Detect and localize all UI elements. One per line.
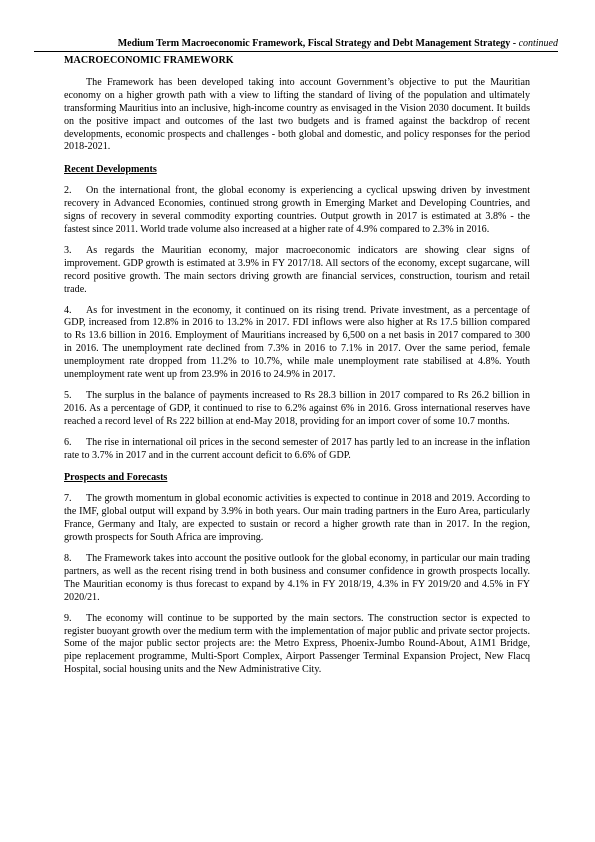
section-heading-recent-developments: Recent Developments xyxy=(64,164,157,176)
intro-paragraph: The Framework has been developed taking into account Government’s objective to put the Mauritian economy on a higher growth path with a view to lifting the standard of living of the population and ultimately transforming Mauritius into an inclusive, high-income country as envisaged in the Vision 2030 document. It builds on the positive impact and outcomes of the last two budgets and is framed against the backdrop of recent developments, economic prospects and challenges - both global and domestic, and policy responses for the period 2018-2021. xyxy=(64,76,530,153)
paragraph-5 xyxy=(64,390,530,429)
header-continued: continued xyxy=(518,38,558,49)
paragraph-7 xyxy=(64,493,530,545)
paragraph-3 xyxy=(64,245,530,297)
paragraph-2 xyxy=(64,185,530,237)
section-heading-prospects-and-forecasts: Prospects and Forecasts xyxy=(64,472,168,484)
paragraph-text: The surplus in the balance of payments increased to Rs 28.3 billion in 2017 compared to Rs 26.2 billion in 2016. As a percentage of GDP, it continued to rise to 6.2% against 6% in 2016. Gross international reserves have reached a record level of Rs 222 billion at end-May 2018, providing for an import cover of some 10.7 months. xyxy=(64,389,530,427)
paragraph-6 xyxy=(64,437,530,463)
paragraph-number: 4. xyxy=(64,304,72,316)
paragraph-text: On the international front, the global economy is experiencing a cyclical upswing driven by investment recovery in Advanced Economies, continued strong growth in Emerging Market and Developing Countries, and signs of recovery in several commodity exporting countries. Output growth in 2017 is estimated at 3.8% - the fastest since 2011. World trade volume also increased at a higher rate of 4.9% compared to 2.3% in 2016. xyxy=(64,185,530,235)
paragraph-8 xyxy=(64,553,530,605)
header-title: Medium Term Macroeconomic Framework, Fiscal Strategy and Debt Management Strategy - xyxy=(117,38,519,49)
paragraph-number: 5. xyxy=(64,389,72,401)
paragraph-text: The growth momentum in global economic activities is expected to continue in 2018 and 2019. According to the IMF, global output will expand by 3.9% in both years. Our main trading partners in the Euro Area, particularly France, Germany and Italy, are expected to sustain or record a higher growth rate than in 2017. In the region, growth prospects for South Africa are improving. xyxy=(64,493,530,544)
paragraph-number: 7. xyxy=(64,493,72,505)
paragraph-text: The Framework takes into account the positive outlook for the global economy, in particular our main trading partners, as well as the recent rising trend in both business and consumer confidence in growth prospects locally. The Mauritian economy is thus forecast to expand by 4.1% in FY 2018/19, 4.3% in FY 2019/20 and 4.5% in FY 2020/21. xyxy=(64,553,530,603)
paragraph-text: As for investment in the economy, it continued on its rising trend. Private investment, as a percentage of GDP, increased from 12.8% in 2016 to 13.2% in 2017. FDI inflows were also higher at Rs 17.5 billion compared to Rs 13.6 billion in 2016. Employment of Mauritians increased by 6,500 on a net basis in 2017 compared to 300 in 2016. The unemployment rate declined from 7.3% in 2016 to 7.1% in 2017. Over the same period, female unemployment rate dropped from 11.2% to 10.7%, while male unemployment rate stabilised at 4.8%. Youth unemployment rate went up from 23.9% in 2016 to 24.9% in 2017. xyxy=(64,304,530,381)
paragraph-number: 3. xyxy=(64,244,72,256)
page-header xyxy=(34,38,558,52)
paragraph-number: 6. xyxy=(64,436,72,448)
paragraph-text: As regards the Mauritian economy, major macroeconomic indicators are showing clear signs of improvement. GDP growth is estimated at 3.9% in FY 2017/18. All sectors of the economy, except sugarcane, will record positive growth. The main sectors driving growth are financial services, construction, tourism and retail trade. xyxy=(64,244,530,295)
main-heading: MACROECONOMIC FRAMEWORK xyxy=(64,55,234,66)
paragraph-4 xyxy=(64,305,530,382)
paragraph-number: 9. xyxy=(64,612,72,624)
paragraph-9 xyxy=(64,613,530,678)
document-body xyxy=(64,55,530,677)
paragraph-number: 8. xyxy=(64,553,72,564)
paragraph-text: The economy will continue to be supported by the main sectors. The construction sector is expected to register buoyant growth over the medium term with the implementation of major public and private sector projects. Some of the major public sector projects are: the Metro Express, Phoenix-Jumbo Round-About, A1M1 Bridge, pipe replacement programme, Multi-Sport Complex, Airport Passenger Terminal Expansion Project, New Flacq Hospital, social housing units and the New Administrative City. xyxy=(64,612,530,676)
paragraph-text: The rise in international oil prices in the second semester of 2017 has partly led to an increase in the inflation rate to 3.7% in 2017 and in the current account deficit to 6.6% of GDP. xyxy=(64,436,530,461)
paragraph-number: 2. xyxy=(64,185,72,197)
